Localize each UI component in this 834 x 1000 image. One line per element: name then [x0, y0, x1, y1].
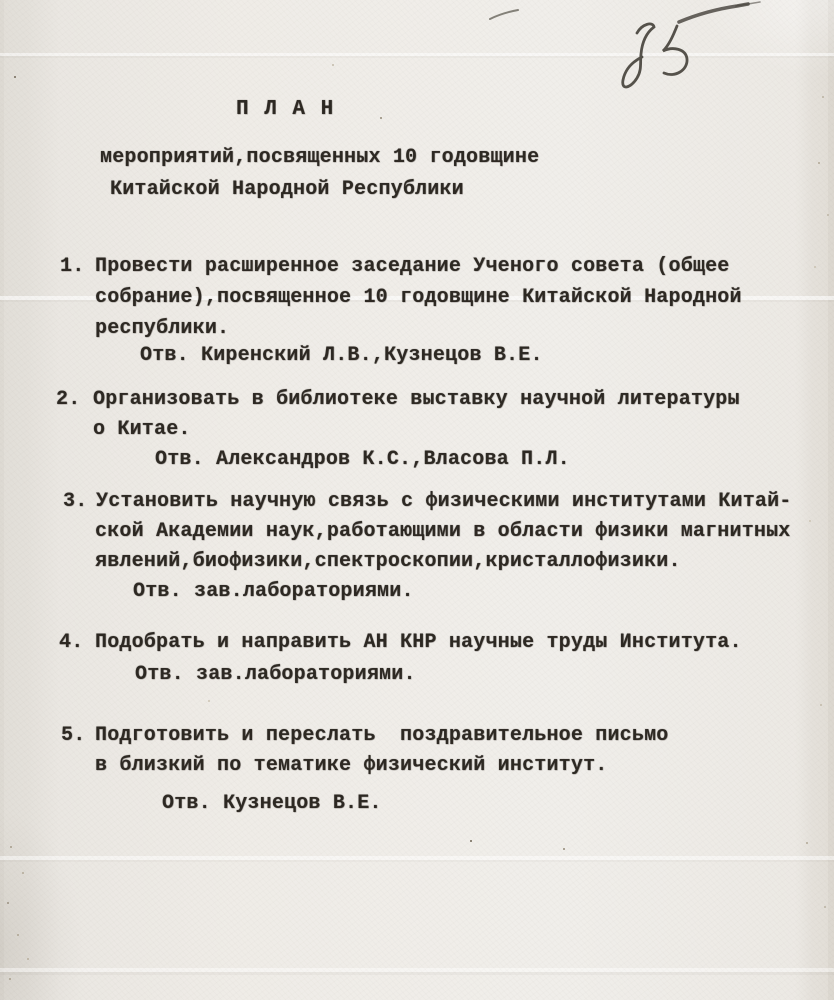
- item-2-line-1: Организовать в библиотеке выставку научной литературы: [93, 388, 740, 411]
- item-5-line-1: Подготовить и переслать поздравительное письмо: [95, 724, 669, 747]
- handwritten-page-number: [470, 0, 790, 100]
- document-subtitle-line-2: Китайской Народной Республики: [110, 178, 464, 201]
- document-title: П Л А Н: [236, 98, 335, 121]
- item-3-responsible: Отв. зав.лабораториями.: [133, 580, 414, 603]
- document-subtitle-line-1: мероприятий,посвященных 10 годовщине: [100, 146, 540, 169]
- item-2-number: 2.: [56, 388, 81, 411]
- item-1-number: 1.: [60, 255, 85, 278]
- item-3-number: 3.: [63, 490, 88, 513]
- item-5-line-2: в близкий по тематике физический институт.: [95, 754, 608, 777]
- item-1-line-3: республики.: [95, 317, 230, 340]
- item-3-line-1: Установить научную связь с физическими институтами Китай-: [96, 490, 792, 513]
- item-5-responsible: Отв. Кузнецов В.Е.: [162, 792, 382, 815]
- item-3-line-2: ской Академии наук,работающими в области физики магнитных: [95, 520, 791, 543]
- item-4-responsible: Отв. зав.лабораториями.: [135, 663, 416, 686]
- item-1-line-2: собрание),посвященное 10 годовщине Китайской Народной: [95, 286, 742, 309]
- item-4-line-1: Подобрать и направить АН КНР научные труды Института.: [95, 631, 742, 654]
- item-5-number: 5.: [61, 724, 86, 747]
- item-1-line-1: Провести расширенное заседание Ученого совета (общее: [95, 255, 730, 278]
- item-2-line-2: о Китае.: [93, 418, 191, 441]
- scan-noise-speckles: [0, 0, 2, 2]
- item-1-responsible: Отв. Киренский Л.В.,Кузнецов В.Е.: [140, 344, 543, 367]
- item-2-responsible: Отв. Александров К.С.,Власова П.Л.: [155, 448, 570, 471]
- item-4-number: 4.: [59, 631, 84, 654]
- item-3-line-3: явлений,биофизики,спектроскопии,кристаллофизики.: [95, 550, 681, 573]
